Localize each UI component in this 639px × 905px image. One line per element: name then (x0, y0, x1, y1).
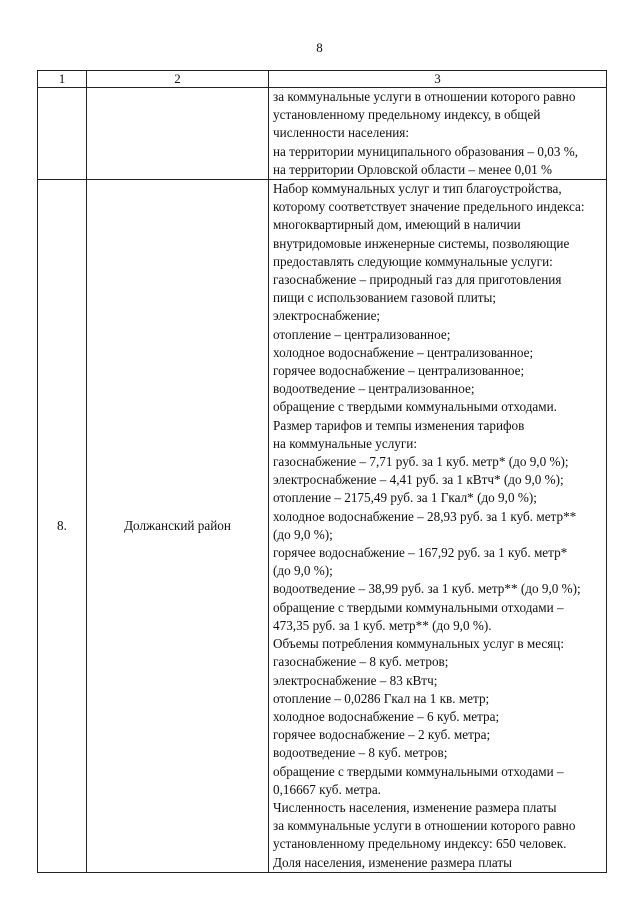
row-8-line: обращение с твердыми коммунальными отходами – (273, 599, 564, 615)
row-8-line: обращение с твердыми коммунальными отходами – (273, 763, 564, 779)
continued-row-number-cell (38, 88, 87, 180)
row-8-line: многоквартирный дом, имеющий в наличии (273, 217, 521, 233)
row-8-line: отопление – централизованное; (273, 326, 451, 342)
row-8-line: на коммунальные услуги: (273, 435, 418, 451)
row-8-line: пищи с использованием газовой плиты; (273, 290, 497, 306)
column-header-3: 3 (269, 71, 607, 88)
row-8-line: электроснабжение – 4,41 руб. за 1 кВтч* (до 9,0 %); (273, 472, 564, 488)
row-8-line: установленному предельному индексу: 650 человек. (273, 836, 567, 852)
continued-row-content-cell (269, 88, 607, 180)
row-8-line: обращение с твердыми коммунальными отходами. (273, 399, 557, 415)
tariff-table (37, 70, 607, 873)
row-8-number: 8. (38, 180, 87, 873)
continued-row-line: за коммунальные услуги в отношении которого равно (273, 89, 576, 104)
continued-row-line: численности населения: (273, 125, 410, 141)
row-8-line: Набор коммунальных услуг и тип благоустройства, (273, 181, 562, 197)
row-8 (38, 180, 607, 873)
continued-row-line: на территории Орловской области – менее 0,01 % (273, 161, 552, 177)
row-8-line: горячее водоснабжение – 2 куб. метра; (273, 727, 491, 743)
row-8-line: электроснабжение; (273, 308, 381, 324)
column-header-2: 2 (87, 71, 269, 88)
row-8-line: горячее водоснабжение – 167,92 руб. за 1 куб. метр* (273, 545, 568, 561)
row-8-line: отопление – 0,0286 Гкал на 1 кв. метр; (273, 690, 490, 706)
row-8-line: Численность населения, изменение размера платы (273, 799, 557, 815)
row-8-line: холодное водоснабжение – централизованное; (273, 344, 534, 360)
row-8-line: электроснабжение – 83 кВтч; (273, 672, 438, 688)
row-8-line: водоотведение – 38,99 руб. за 1 куб. метр** (до 9,0 %); (273, 581, 581, 597)
table-header-row (38, 71, 607, 88)
row-8-line: газоснабжение – 7,71 руб. за 1 куб. метр* (до 9,0 %); (273, 454, 569, 470)
continued-row-line: на территории муниципального образования – 0,03 %, (273, 143, 579, 159)
row-8-text (269, 180, 606, 872)
row-8-line: (до 9,0 %); (273, 526, 333, 542)
row-8-line: холодное водоснабжение – 6 куб. метра; (273, 708, 500, 724)
row-8-line: 473,35 руб. за 1 куб. метр** (до 9,0 %). (273, 617, 492, 633)
row-8-line: Доля населения, изменение размера платы (273, 854, 512, 870)
row-8-line: внутридомовые инженерные системы, позволяющие (273, 235, 570, 251)
row-8-content-cell (269, 180, 607, 873)
row-8-line: предоставлять следующие коммунальные услуги: (273, 253, 553, 269)
continued-row-district-cell (87, 88, 269, 180)
row-8-line: водоотведение – централизованное; (273, 381, 475, 397)
row-8-line: газоснабжение – природный газ для приготовления (273, 272, 562, 288)
row-8-line: (до 9,0 %); (273, 563, 333, 579)
row-8-line: Размер тарифов и темпы изменения тарифов (273, 417, 525, 433)
row-8-line: горячее водоснабжение – централизованное; (273, 363, 525, 379)
row-8-line: которому соответствует значение предельного индекса: (273, 199, 585, 215)
row-8-line: Объемы потребления коммунальных услуг в месяц: (273, 636, 565, 652)
row-8-line: 0,16667 куб. метра. (273, 781, 381, 797)
row-8-line: холодное водоснабжение – 28,93 руб. за 1 куб. метр** (273, 508, 577, 524)
continued-row-line: установленному предельному индексу, в общей (273, 107, 541, 123)
row-8-line: за коммунальные услуги в отношении которого равно (273, 818, 576, 834)
continued-row (38, 88, 607, 180)
page-number: 8 (316, 40, 323, 55)
row-8-line: газоснабжение – 8 куб. метров; (273, 654, 449, 670)
row-8-district: Должанский район (87, 180, 269, 873)
row-8-line: водоотведение – 8 куб. метров; (273, 745, 448, 761)
row-8-line: отопление – 2175,49 руб. за 1 Гкал* (до 9,0 %); (273, 490, 537, 506)
column-header-1: 1 (38, 71, 87, 88)
continued-row-text (269, 88, 606, 179)
